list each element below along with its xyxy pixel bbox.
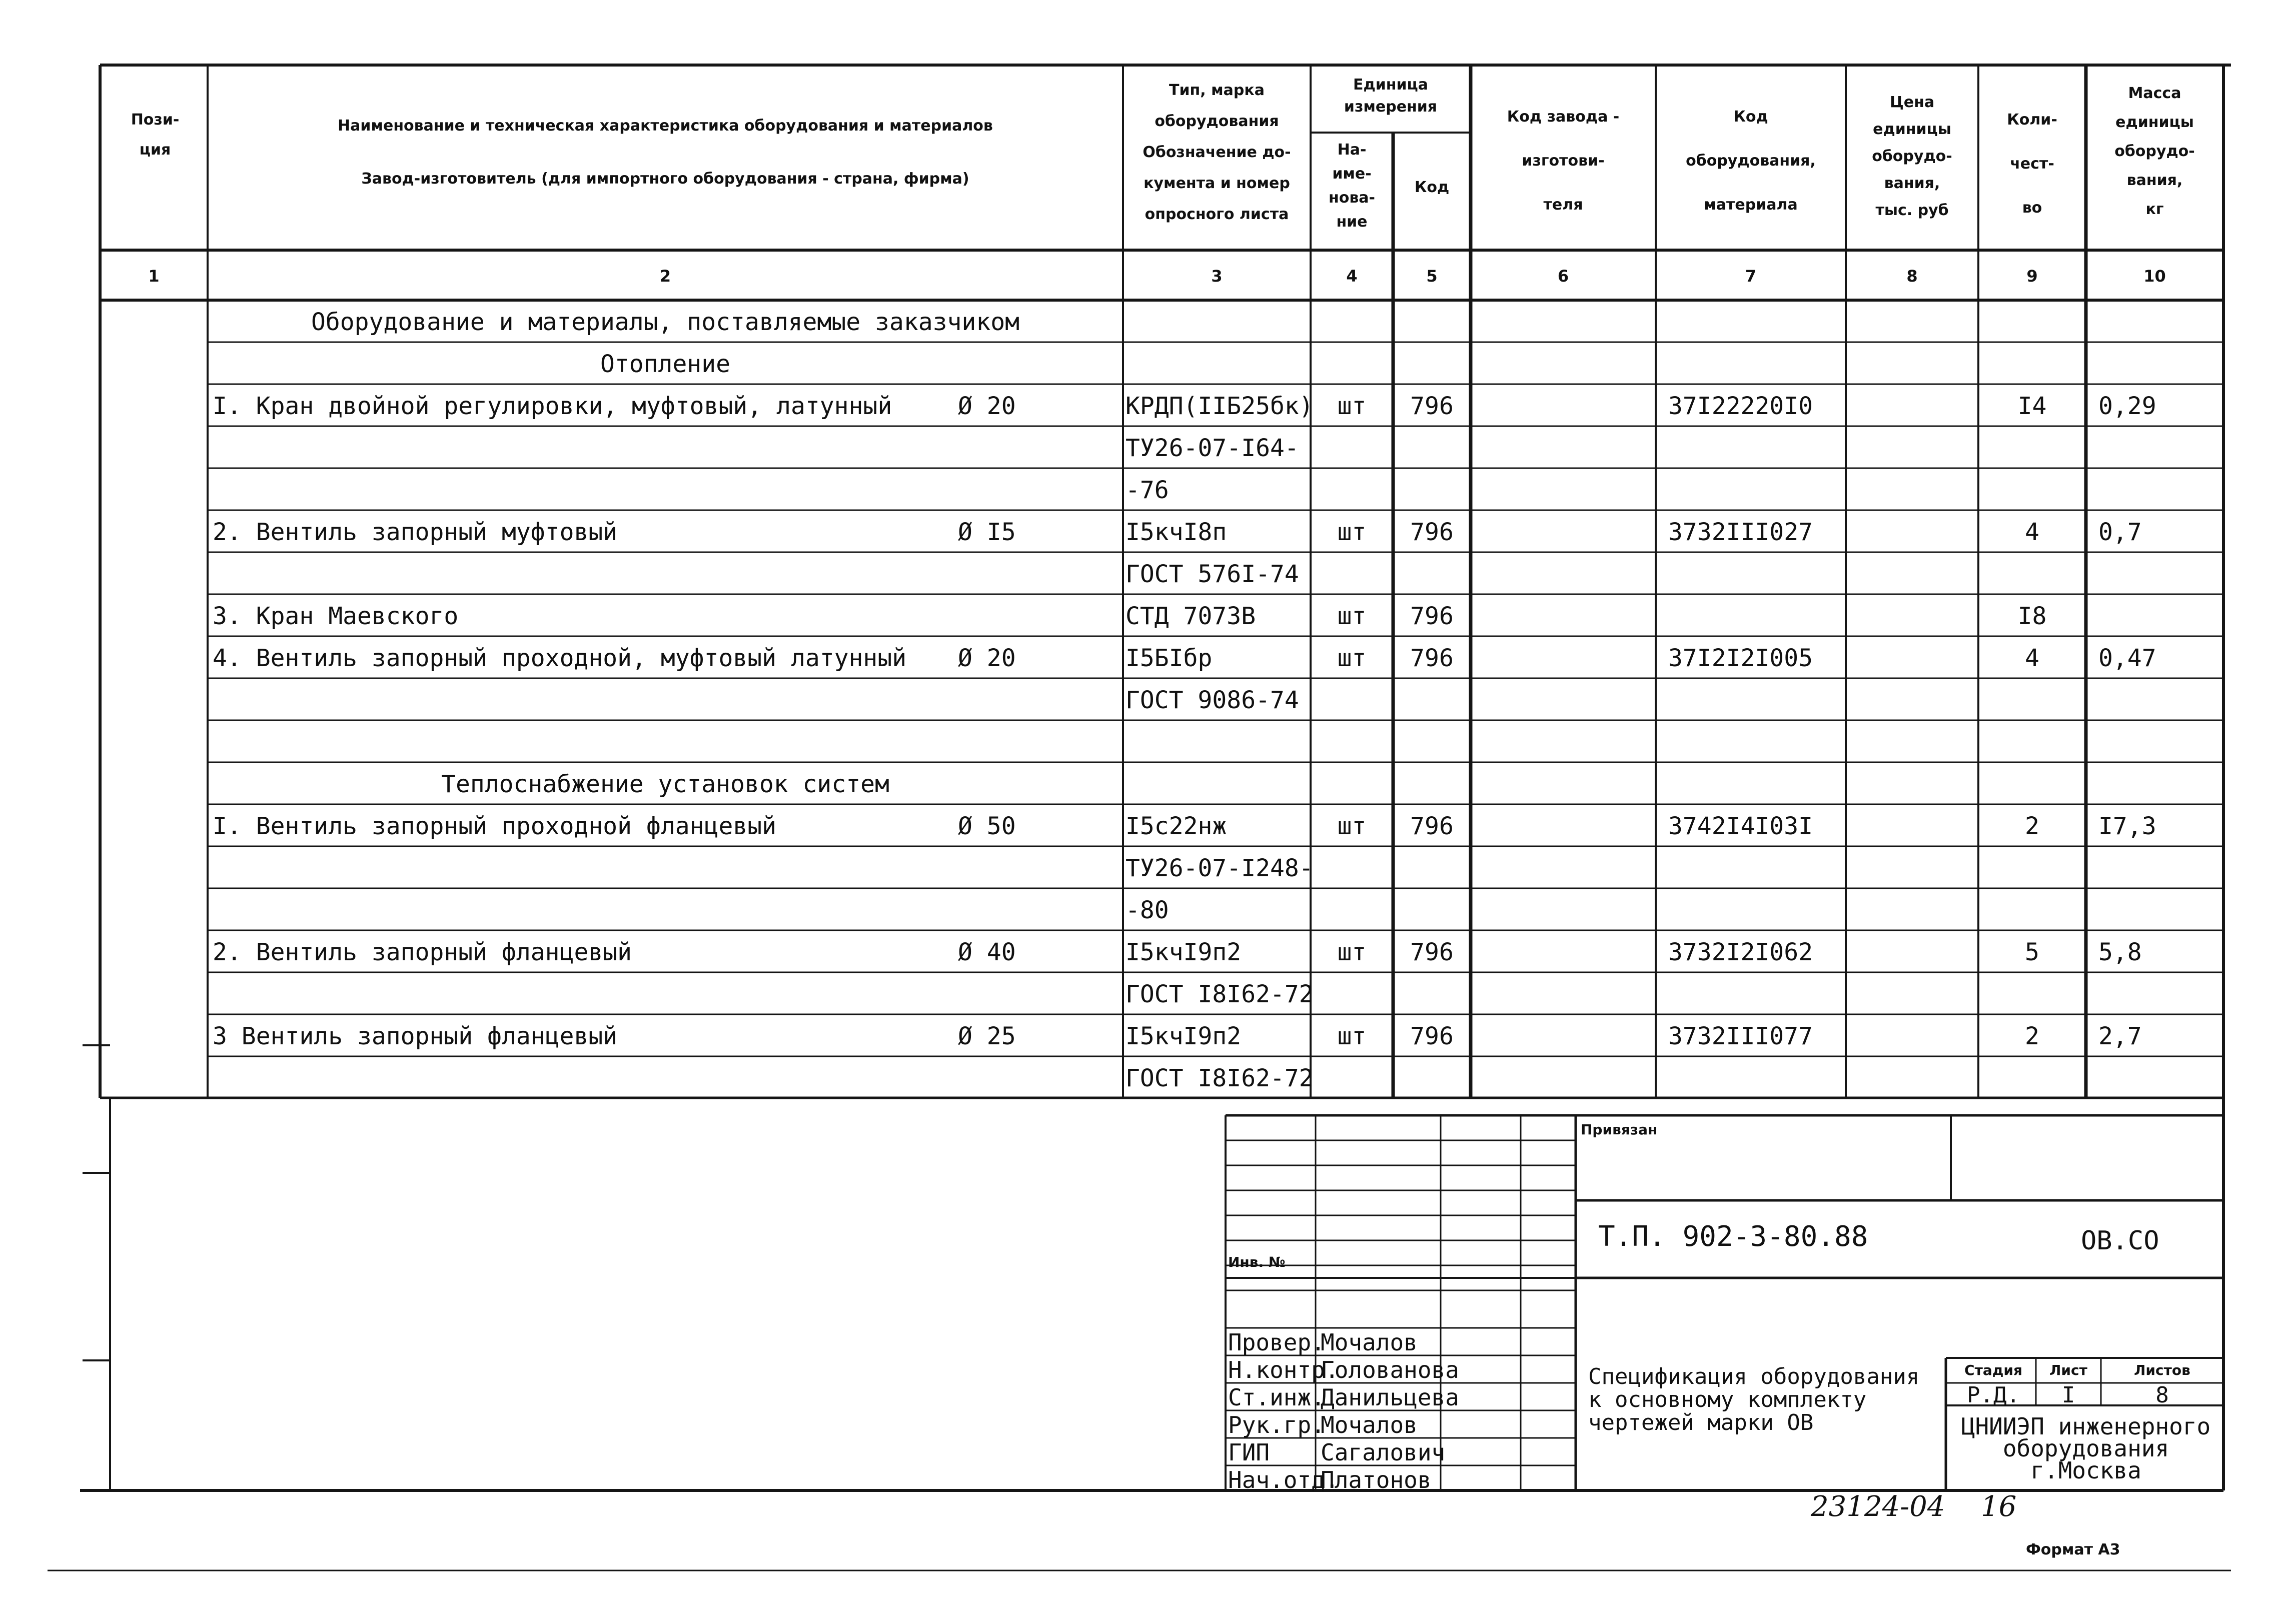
column-number: 1 <box>148 267 160 286</box>
sheet-value: I <box>2061 1382 2075 1408</box>
column-number: 9 <box>2026 267 2038 286</box>
column-number: 3 <box>1211 267 1223 286</box>
signature-name: Данильцева <box>1321 1384 1459 1411</box>
item-mass: 0,47 <box>2098 644 2156 672</box>
signature-role: ГИП <box>1228 1439 1270 1466</box>
item-equipment-code: 37I22220I0 <box>1668 392 1813 420</box>
signature-name: Сагалович <box>1321 1439 1446 1466</box>
item-unit-code: 796 <box>1410 938 1454 966</box>
signature-name: Мочалов <box>1321 1329 1418 1356</box>
item-type: ГОСТ I8I62-72 <box>1125 1064 1314 1092</box>
section-title: Оборудование и материалы, поставляемые заказчиком <box>311 308 1020 336</box>
item-mass: I7,3 <box>2098 812 2156 840</box>
document-title: Спецификация оборудования к основному комплекту чертежей марки ОВ <box>1588 1364 1920 1435</box>
item-name: 4. Вентиль запорный проходной, муфтовый латунный <box>213 644 907 672</box>
item-quantity: 2 <box>2025 812 2039 840</box>
item-type: ГОСТ I8I62-72 <box>1125 980 1314 1008</box>
item-type: I5кчI9п2 <box>1125 1022 1242 1050</box>
sheet-format: Формат А3 <box>2026 1541 2120 1558</box>
header-factory-code: Код завода - изготови- теля <box>1507 108 1620 214</box>
section-title: Отопление <box>600 350 731 378</box>
item-equipment-code: 3732III027 <box>1668 518 1813 546</box>
item-diameter: Ø 40 <box>958 938 1016 966</box>
item-type: -76 <box>1125 476 1169 504</box>
item-equipment-code: 3742I4I03I <box>1668 812 1813 840</box>
header-unit-group: Единица измерения <box>1344 76 1438 116</box>
signature-name: Голованова <box>1321 1356 1459 1383</box>
item-mass: 2,7 <box>2098 1022 2142 1050</box>
item-unit: шт <box>1337 392 1367 420</box>
item-type: ГОСТ 9086-74 <box>1125 686 1299 714</box>
header-equipment-code: Код оборудования, материала <box>1686 108 1816 214</box>
item-unit: шт <box>1337 518 1367 546</box>
signature-role: Н.контр. <box>1228 1356 1339 1383</box>
header-unit-name: На- име- нова- ние <box>1328 141 1376 231</box>
header-name-line1: Наименование и техническая характеристика оборудования и материалов <box>338 117 993 135</box>
column-number: 8 <box>1906 267 1918 286</box>
item-unit: шт <box>1337 938 1367 966</box>
column-number: 5 <box>1426 267 1438 286</box>
header-unit-code: Код <box>1414 179 1450 196</box>
inventory-number-label: Инв. № <box>1228 1254 1286 1270</box>
item-quantity: I8 <box>2017 602 2047 630</box>
archive-number: 23124-04 <box>1811 1490 1945 1523</box>
item-diameter: Ø 20 <box>958 644 1016 672</box>
item-name: 3. Кран Маевского <box>213 602 459 630</box>
item-type: I5кчI8п <box>1125 518 1227 546</box>
item-equipment-code: 3732I2I062 <box>1668 938 1813 966</box>
item-equipment-code: 37I2I2I005 <box>1668 644 1813 672</box>
column-number: 6 <box>1557 267 1569 286</box>
document-number: Т.П. 902-3-80.88 <box>1598 1220 1868 1253</box>
organization: ЦНИИЭП инженерного оборудования г.Москва <box>1961 1413 2211 1484</box>
document-mark: ОВ.СО <box>2081 1226 2159 1256</box>
stage-label: Стадия <box>1964 1362 2022 1378</box>
item-unit-code: 796 <box>1410 644 1454 672</box>
item-quantity: 2 <box>2025 1022 2039 1050</box>
item-unit-code: 796 <box>1410 518 1454 546</box>
item-unit-code: 796 <box>1410 392 1454 420</box>
item-diameter: Ø 25 <box>958 1022 1016 1050</box>
item-name: 2. Вентиль запорный фланцевый <box>213 938 632 966</box>
item-unit-code: 796 <box>1410 812 1454 840</box>
item-quantity: 4 <box>2025 518 2039 546</box>
item-type: КРДП(IIБ25бк) <box>1125 392 1314 420</box>
signature-role: Рук.гр. <box>1228 1411 1325 1438</box>
item-name: I. Вентиль запорный проходной фланцевый <box>213 812 777 840</box>
signature-name: Мочалов <box>1321 1411 1418 1438</box>
item-equipment-code: 3732III077 <box>1668 1022 1813 1050</box>
item-unit: шт <box>1337 644 1367 672</box>
sheets-value: 8 <box>2155 1382 2169 1408</box>
signature-role: Ст.инж. <box>1228 1384 1325 1411</box>
item-name: I. Кран двойной регулировки, муфтовый, латунный <box>213 392 892 420</box>
item-diameter: Ø 50 <box>958 812 1016 840</box>
item-type: ГОСТ 576I-74 <box>1125 560 1299 588</box>
header-mass: Масса единицы оборудо- вания, кг <box>2114 85 2195 218</box>
bound-label: Привязан <box>1581 1121 1658 1138</box>
signature-role: Нач.отд. <box>1228 1466 1339 1493</box>
item-name: 3 Вентиль запорный фланцевый <box>213 1022 618 1050</box>
item-diameter: Ø I5 <box>958 518 1016 546</box>
item-type: ТУ26-07-I64- <box>1125 434 1299 462</box>
item-quantity: 5 <box>2025 938 2039 966</box>
archive-page: 16 <box>1981 1490 2017 1523</box>
signature-name: Платонов <box>1321 1466 1432 1493</box>
header-type: Тип, марка оборудования Обозначение до- кумента и номер опросного листа <box>1143 82 1291 223</box>
header-position: Пози- ция <box>131 111 180 159</box>
item-type: I5с22нж <box>1125 812 1227 840</box>
item-type: I5кчI9п2 <box>1125 938 1242 966</box>
item-mass: 5,8 <box>2098 938 2142 966</box>
item-diameter: Ø 20 <box>958 392 1016 420</box>
item-unit: шт <box>1337 812 1367 840</box>
column-number: 2 <box>659 267 671 286</box>
stage-value: Р.Д. <box>1967 1382 2020 1408</box>
column-number: 10 <box>2143 267 2166 286</box>
item-unit-code: 796 <box>1410 602 1454 630</box>
item-type: СТД 7073В <box>1125 602 1256 630</box>
item-mass: 0,7 <box>2098 518 2142 546</box>
sheets-label: Листов <box>2134 1362 2190 1378</box>
signature-role: Провер. <box>1228 1329 1325 1356</box>
item-quantity: I4 <box>2017 392 2047 420</box>
item-quantity: 4 <box>2025 644 2039 672</box>
item-mass: 0,29 <box>2098 392 2156 420</box>
sheet-label: Лист <box>2049 1362 2087 1378</box>
column-number: 4 <box>1346 267 1358 286</box>
item-unit-code: 796 <box>1410 1022 1454 1050</box>
header-price: Цена единицы оборудо- вания, тыс. руб <box>1872 94 1952 219</box>
item-unit: шт <box>1337 602 1367 630</box>
item-type: I5БIбр <box>1125 644 1213 672</box>
item-unit: шт <box>1337 1022 1367 1050</box>
column-number: 7 <box>1745 267 1757 286</box>
item-name: 2. Вентиль запорный муфтовый <box>213 518 618 546</box>
item-type: -80 <box>1125 896 1169 924</box>
item-type: ТУ26-07-I248- <box>1125 854 1314 882</box>
header-name-line2: Завод-изготовитель (для импортного оборудования - страна, фирма) <box>361 170 969 188</box>
section-title: Теплоснабжение установок систем <box>441 770 889 798</box>
header-quantity: Коли- чест- во <box>2007 111 2057 217</box>
